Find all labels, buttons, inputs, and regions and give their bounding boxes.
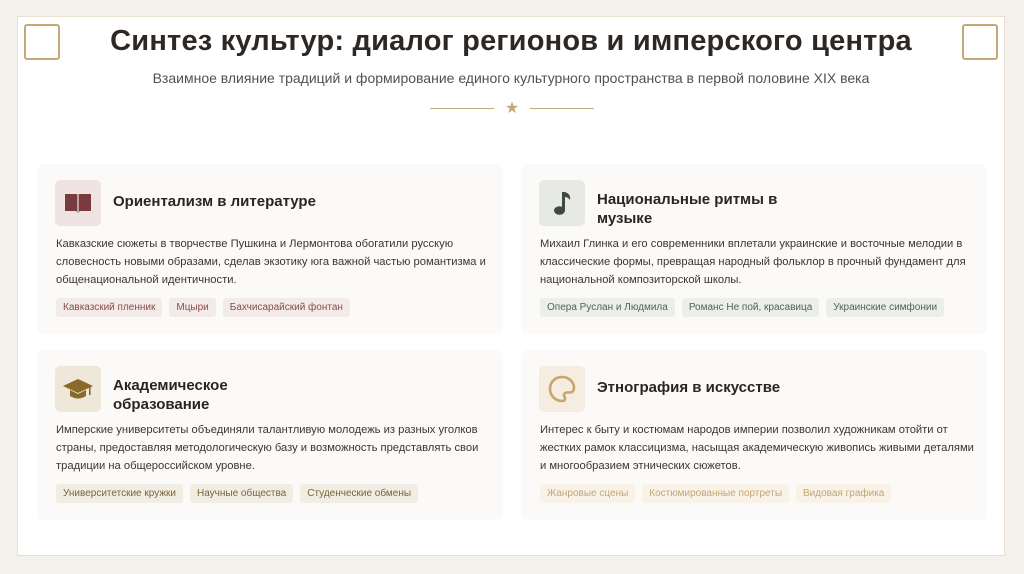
graduation-cap-icon (55, 366, 101, 412)
card-text: Кавказские сюжеты в творчестве Пушкина и Лермонтова обогатили русскую словесность новыми образами, сделав экзотику юга важной частью романтизма и общенациональной идентичности. (56, 238, 486, 286)
tag: Научные общества (190, 484, 293, 503)
tag: Романс Не пой, красавица (682, 298, 819, 317)
tag: Университетские кружки (56, 484, 183, 503)
card-title: Этнография в искусстве (597, 379, 781, 396)
palette-icon (539, 366, 585, 412)
tag: Костюмированные портреты (642, 484, 789, 503)
card-art (521, 350, 987, 520)
tag: Украинские симфонии (826, 298, 944, 317)
tag: Бахчисарайский фонтан (223, 298, 350, 317)
star-icon: ★ (504, 98, 520, 117)
tag-list (56, 484, 418, 503)
card-text: Интерес к быту и костюмам народов империи позволил художникам отойти от жестких рамок классицизма, насыщая академическую живопись живыми деталями и многообразием этнических сюжетов. (540, 424, 974, 472)
page-title: Синтез культур: диалог регионов и имперского центра (110, 25, 912, 57)
card-title: Академическое образование (113, 377, 228, 413)
tag: Кавказский пленник (56, 298, 162, 317)
music-note-icon (539, 180, 585, 226)
card-title: Национальные ритмы в музыке (597, 191, 778, 227)
divider-line-right (530, 108, 594, 109)
tag: Мцыри (169, 298, 215, 317)
card-education (37, 350, 503, 520)
card-music (521, 164, 987, 334)
slide (17, 16, 1005, 556)
card-text: Михаил Глинка и его современники вплетали украинские и восточные мелодии в классические формы, превращая народный фольклор в прочный фундамент для национальной композиторской школы. (540, 238, 966, 286)
card-title: Ориентализм в литературе (113, 193, 316, 210)
book-icon (55, 180, 101, 226)
tag: Студенческие обмены (300, 484, 418, 503)
tag-list (56, 298, 350, 317)
tag: Жанровые сцены (540, 484, 635, 503)
tag: Видовая графика (796, 484, 891, 503)
tag-list (540, 484, 891, 503)
page-subtitle: Взаимное влияние традиций и формирование единого культурного пространства в первой половине XIX века (152, 70, 870, 86)
title-divider (430, 99, 594, 117)
card-literature (37, 164, 503, 334)
divider-line-left (430, 108, 494, 109)
tag: Опера Руслан и Людмила (540, 298, 675, 317)
tag-list (540, 298, 944, 317)
card-text: Имперские университеты объединяли талантливую молодежь из разных уголков страны, предоставляя методологическую базу и возможность представлять свои традиции на общероссийском уровне. (56, 424, 479, 472)
